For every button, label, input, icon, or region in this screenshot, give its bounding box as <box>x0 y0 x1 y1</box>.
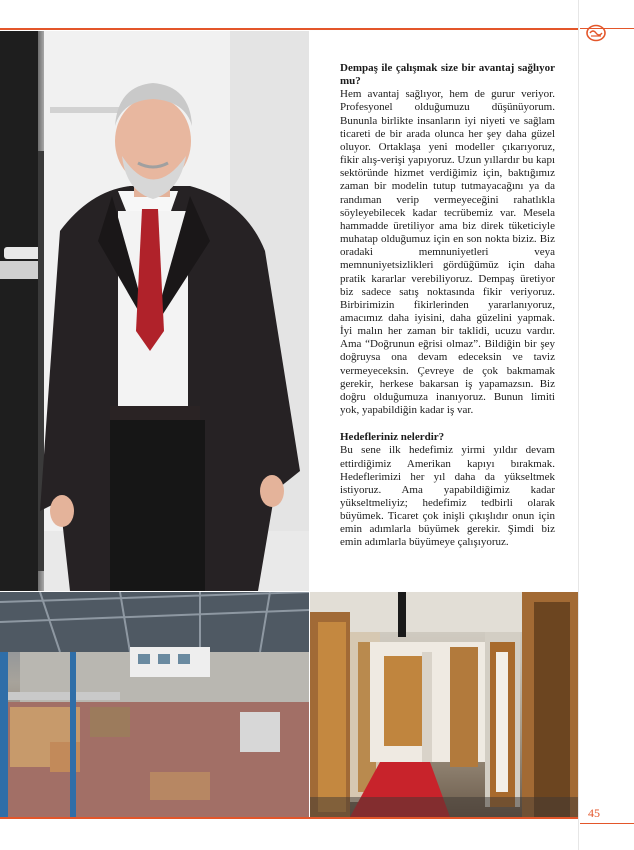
question-heading: Hedefleriniz nelerdir? <box>340 431 445 444</box>
factory-illustration <box>0 592 309 817</box>
hallway-photo <box>310 592 578 817</box>
portrait-photo <box>0 31 309 591</box>
hallway-illustration <box>310 592 578 817</box>
portrait-illustration <box>0 31 309 591</box>
factory-photo <box>0 592 309 817</box>
brand-logo-icon <box>586 24 606 42</box>
paragraph-spacer <box>340 417 555 431</box>
answer-paragraph: Bu sene ilk hedefimiz yirmi yıldır devam ettirdiğimiz Amerikan kapıyı bırakmak. Hedeflerimizi her yıl daha da yükseltmek istiyoruz. Ama yapabildiğimiz kadar yükseltmeliyiz; hedefimiz tedbirli olarak büyümek. Ticaret çok inişli çıkışlıdır onun için emin adımlarla büyümek gerekir. Şimdi biz emin adımlarla büyümeye çalışıyoruz. <box>340 444 555 549</box>
top-rule <box>0 28 578 30</box>
page-number: 45 <box>588 806 600 820</box>
question-heading: Dempaş ile çalışmak size bir avantaj sağlıyor mu? <box>340 62 555 88</box>
bottom-rule <box>0 817 578 819</box>
page-margin <box>578 0 634 850</box>
margin-rule-bottom <box>580 823 634 824</box>
answer-paragraph: Hem avantaj sağlıyor, hem de gurur veriyor. Profesyonel olduğumuzu düşünüyorum. Bununla birlikte insanların iyi niyeti ve sağlam ticareti de bir arada olunca her şey daha güzel oluyor. Ortaklaşa yeni modeller çıkarıyoruz, fikir alış-verişi yapıyoruz. Uzun yıllardır bu kapı sektöründe hizmet verdiğimiz için, baktığımız zaman bir modelin tutup tutmayacağını ya da randıman verip vermeyeceğini rahatlıkla söyleyebilecek kadar tecrübemiz var. Mesela hammadde üretiliyor ama biz direk tüketiciyle muhatap olduğumuz için en son nokta biziz. Biz oradaki memnuniyetleri veya memnuniyetsizlikleri gördüğümüz için daha pratik kararlar verebiliyoruz. Dempaş üretiyor biz sadece satış noktasında fikir veriyoruz. Birbirimizin fikirlerinden yararlanıyoruz, amacımız daha iyisini, daha güzelini yapmak. İyi malın her zaman bir taklidi, ucuzu vardır. Ama “Doğrunun eğrisi olmaz”. Bildiğin bir şey doğruysa ona devam edeceksin ve taviz vermeyeceksin. Çevreye de çok bakmamak gerekir, herkese bakarsan iş yapamazsın. Biz doğru olduğumuza inanıyoruz. Bunun limiti yok, yapabildiğin kadar iş var. <box>340 88 555 417</box>
article-text-column <box>340 62 555 550</box>
